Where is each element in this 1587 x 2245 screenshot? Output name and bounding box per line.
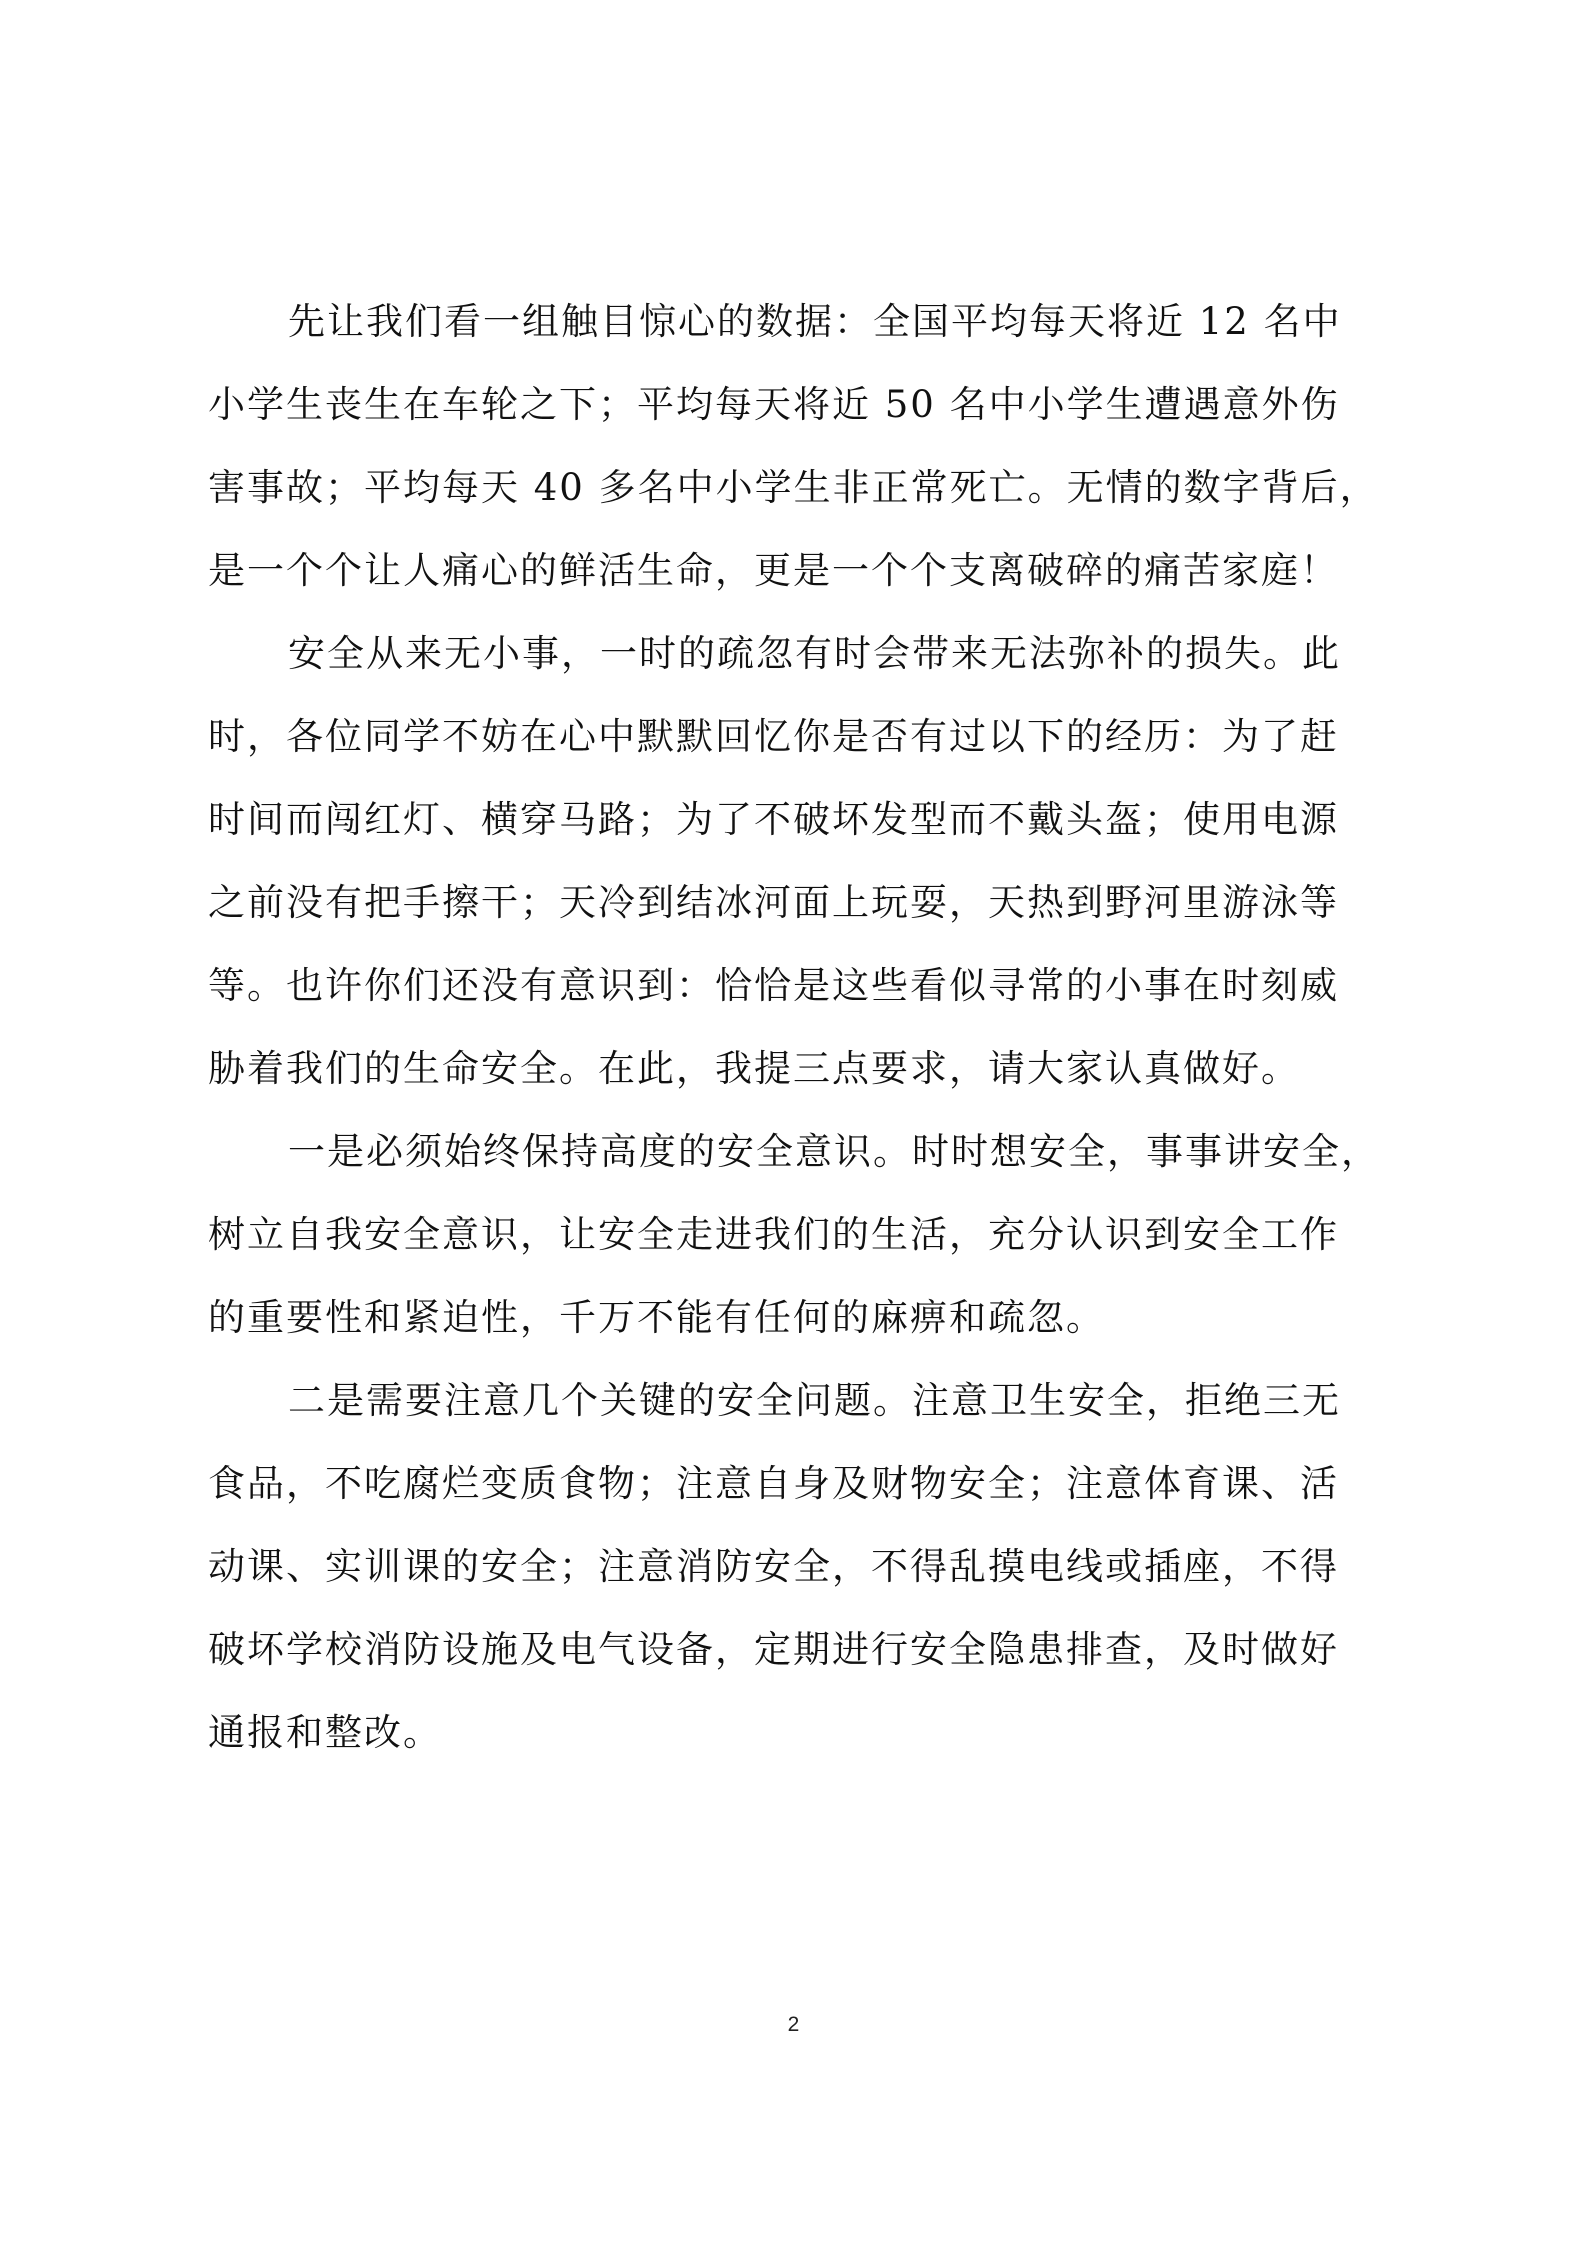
paragraph-line: 等。也许你们还没有意识到：恰恰是这些看似寻常的小事在时刻威 [208, 964, 1339, 1007]
paragraph-line: 之前没有把手擦干；天冷到结冰河面上玩耍，天热到野河里游泳等 [208, 881, 1339, 924]
paragraph-line: 时间而闯红灯、横穿马路；为了不破坏发型而不戴头盔；使用电源 [208, 798, 1339, 841]
paragraph-line: 通报和整改。 [208, 1711, 442, 1754]
paragraph-requirement-one [208, 1110, 1388, 1359]
document-body [208, 280, 1388, 1774]
paragraph-line: 二是需要注意几个关键的安全问题。注意卫生安全，拒绝三无 [288, 1379, 1341, 1422]
paragraph-line: 时，各位同学不妨在心中默默回忆你是否有过以下的经历：为了赶 [208, 715, 1339, 758]
paragraph-line: 小学生丧生在车轮之下；平均每天将近 50 名中小学生遭遇意外伤 [208, 383, 1340, 426]
paragraph-line: 先让我们看一组触目惊心的数据：全国平均每天将近 12 名中 [288, 300, 1342, 343]
paragraph-line: 的重要性和紧迫性，千万不能有任何的麻痹和疏忽。 [208, 1296, 1105, 1339]
paragraph-requirement-two [208, 1359, 1388, 1774]
paragraph-line: 是一个个让人痛心的鲜活生命，更是一个个支离破碎的痛苦家庭！ [208, 549, 1339, 592]
paragraph-line: 害事故；平均每天 40 多名中小学生非正常死亡。无情的数字背后， [208, 466, 1379, 509]
paragraph-line: 一是必须始终保持高度的安全意识。时时想安全，事事讲安全， [288, 1130, 1380, 1173]
paragraph-statistics [208, 280, 1388, 612]
paragraph-line: 胁着我们的生命安全。在此，我提三点要求，请大家认真做好。 [208, 1047, 1300, 1090]
page-number: 2 [787, 2013, 800, 2036]
paragraph-line: 树立自我安全意识，让安全走进我们的生活，充分认识到安全工作 [208, 1213, 1339, 1256]
paragraph-line: 破坏学校消防设施及电气设备，定期进行安全隐患排查，及时做好 [208, 1628, 1339, 1671]
paragraph-line: 安全从来无小事，一时的疏忽有时会带来无法弥补的损失。此 [288, 632, 1341, 675]
paragraph-line: 食品，不吃腐烂变质食物；注意自身及财物安全；注意体育课、活 [208, 1462, 1339, 1505]
paragraph-safety-reflection [208, 612, 1388, 1110]
paragraph-line: 动课、实训课的安全；注意消防安全，不得乱摸电线或插座，不得 [208, 1545, 1339, 1588]
